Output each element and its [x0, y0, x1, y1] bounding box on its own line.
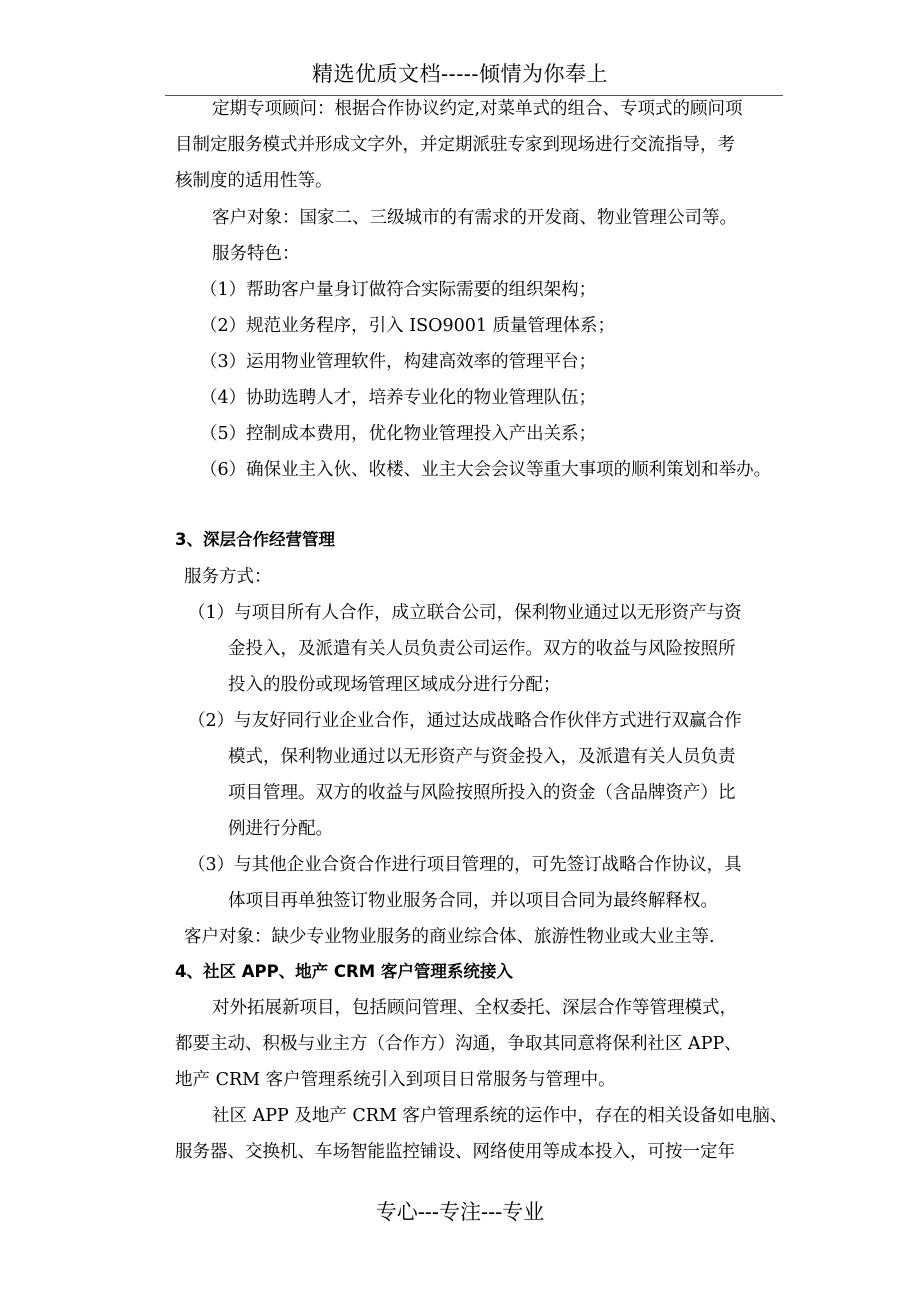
paragraph-line: 社区 APP 及地产 CRM 客户管理系统的运作中，存在的相关设备如电脑、	[212, 1106, 788, 1126]
paragraph-line: 服务特色：	[212, 244, 300, 264]
page-header: 精选优质文档-----倾情为你奉上	[312, 62, 608, 86]
list-item: （1）与项目所有人合作，成立联合公司，保利物业通过以无形资产与资	[188, 603, 742, 623]
list-item-continuation: 投入的股份或现场管理区域成分进行分配；	[228, 675, 561, 695]
paragraph-line: 核制度的适用性等。	[175, 171, 333, 191]
paragraph-line: 客户对象：缺少专业物业服务的商业综合体、旅游性物业或大业主等.	[184, 927, 715, 947]
list-item: （4）协助选聘人才，培养专业化的物业管理队伍；	[200, 388, 597, 408]
list-item-continuation: 模式，保利物业通过以无形资产与资金投入，及派遣有关人员负责	[228, 747, 736, 767]
list-item: （2）与友好同行业企业合作，通过达成战略合作伙伴方式进行双赢合作	[188, 711, 742, 731]
paragraph-line: 服务器、交换机、车场智能监控铺设、网络使用等成本投入，可按一定年	[175, 1142, 735, 1162]
list-item: （6）确保业主入伙、收楼、业主大会会议等重大事项的顺利策划和举办。	[200, 460, 772, 480]
page-footer: 专心---专注---专业	[375, 1200, 545, 1224]
list-item-continuation: 体项目再单独签订物业服务合同，并以项目合同为最终解释权。	[228, 891, 718, 911]
list-item: （3）与其他企业合资合作进行项目管理的，可先签订战略合作协议，具	[188, 855, 742, 875]
section-heading: 4、社区 APP、地产 CRM 客户管理系统接入	[175, 962, 513, 981]
section-heading: 3、深层合作经营管理	[175, 530, 335, 549]
list-item: （1）帮助客户量身订做符合实际需要的组织架构；	[200, 280, 597, 300]
paragraph-line: 定期专项顾问：根据合作协议约定,对菜单式的组合、专项式的顾问项	[212, 99, 743, 119]
list-item: （2）规范业务程序，引入 ISO9001 质量管理体系；	[200, 316, 616, 336]
paragraph-line: 服务方式：	[184, 567, 272, 587]
paragraph-line: 都要主动、积极与业主方（合作方）沟通，争取其同意将保利社区 APP、	[175, 1034, 742, 1054]
paragraph-line: 客户对象：国家二、三级城市的有需求的开发商、物业管理公司等。	[212, 208, 737, 228]
list-item-continuation: 金投入，及派遣有关人员负责公司运作。双方的收益与风险按照所	[228, 639, 736, 659]
paragraph-line: 目制定服务模式并形成文字外，并定期派驻专家到现场进行交流指导，考	[175, 135, 735, 155]
paragraph-line: 对外拓展新项目，包括顾问管理、全权委托、深层合作等管理模式，	[212, 998, 737, 1018]
list-item: （5）控制成本费用，优化物业管理投入产出关系；	[200, 424, 597, 444]
list-item-continuation: 例进行分配。	[228, 819, 333, 839]
list-item-continuation: 项目管理。双方的收益与风险按照所投入的资金（含品牌资产）比	[228, 783, 736, 803]
header-divider	[165, 95, 783, 96]
list-item: （3）运用物业管理软件，构建高效率的管理平台；	[200, 352, 597, 372]
paragraph-line: 地产 CRM 客户管理系统引入到项目日常服务与管理中。	[175, 1070, 616, 1090]
